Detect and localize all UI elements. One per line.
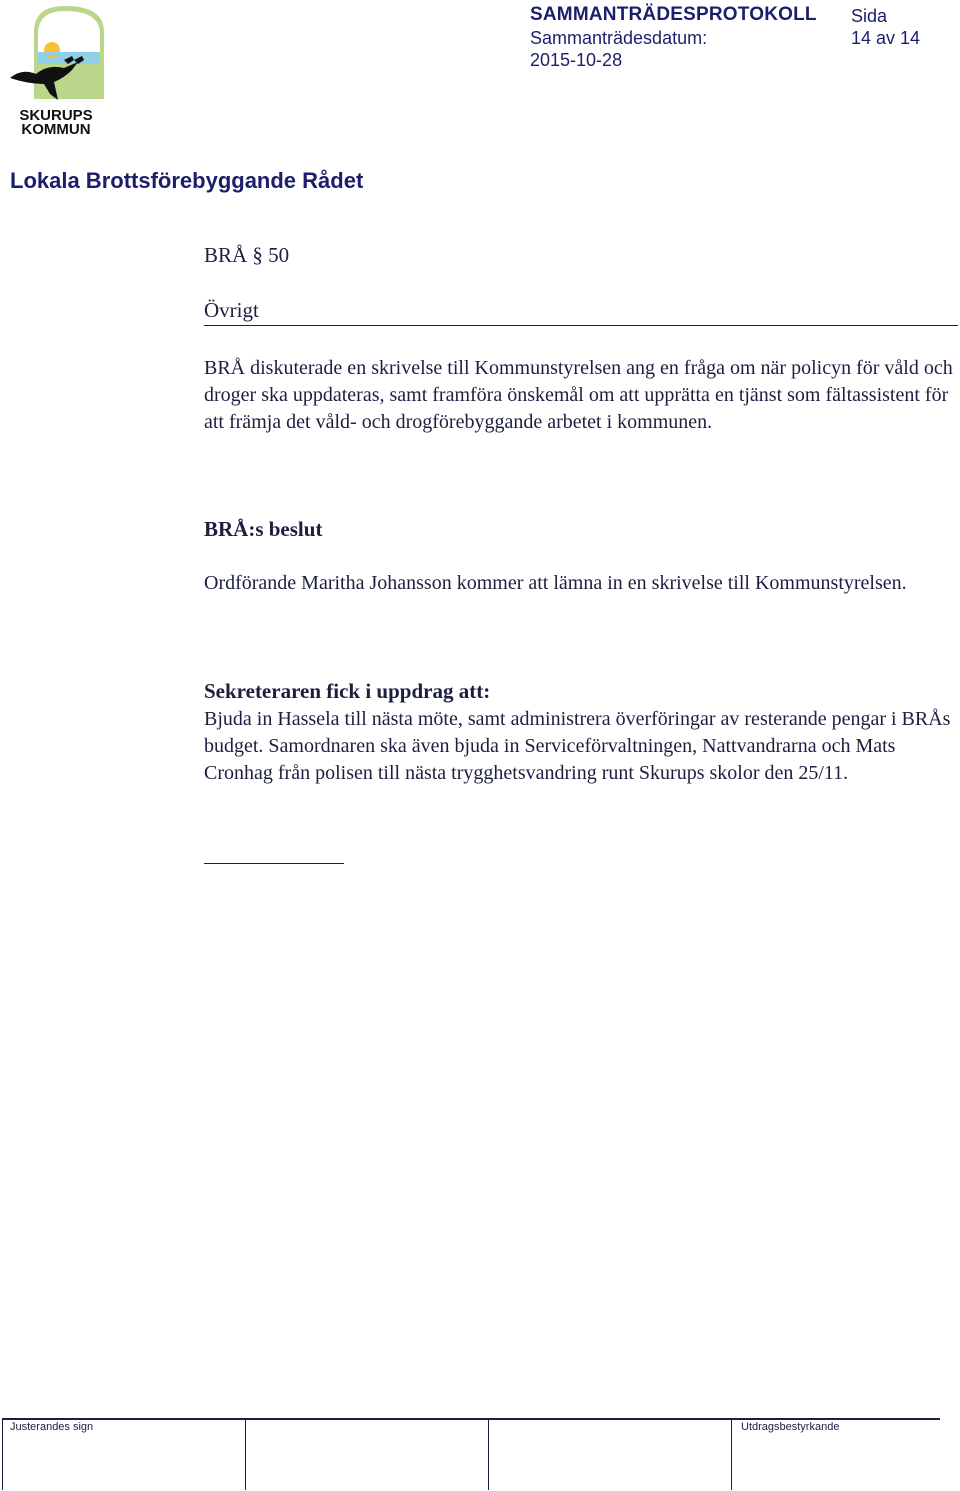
- assignment-heading: Sekreteraren fick i uppdrag att:: [204, 679, 491, 703]
- meeting-date-label: Sammanträdesdatum:: [530, 28, 708, 48]
- logo-text-line2: KOMMUN: [21, 121, 91, 136]
- footer-divider: [488, 1418, 489, 1490]
- section-divider: [204, 325, 958, 326]
- protocol-title: SAMMANTRÄDESPROTOKOLL: [530, 4, 817, 25]
- logo-emblem-icon: [8, 4, 110, 136]
- closing-rule: [204, 863, 344, 864]
- page-label: Sida: [851, 6, 888, 26]
- meeting-date: 2015-10-28: [530, 50, 623, 70]
- paragraph-id: BRÅ § 50: [204, 243, 290, 267]
- body-title: Lokala Brottsförebyggande Rådet: [10, 168, 364, 193]
- skurups-kommun-logo: [8, 4, 110, 136]
- footer-sign-label: Justerandes sign: [10, 1421, 94, 1433]
- footer-divider: [245, 1418, 246, 1490]
- footer-certification-label: Utdragsbestyrkande: [741, 1421, 840, 1433]
- footer-divider: [731, 1418, 732, 1490]
- decision-text: Ordförande Maritha Johansson kommer att lämna in en skrivelse till Kommunstyrelsen.: [204, 572, 907, 594]
- section-title: Övrigt: [204, 298, 259, 322]
- section-body-text: BRÅ diskuterade en skrivelse till Kommunstyrelsen ang en fråga om när policyn för våld och droger ska uppdateras, samt framföra önskemål om att upprätta en tjänst som fältassistent för att främja det våld- och drogförebyggande arbetet i kommunen.: [204, 357, 953, 433]
- logo-text-line1: SKURUPS: [19, 107, 93, 124]
- page-number: 14 av 14: [851, 28, 921, 48]
- decision-heading: BRÅ:s beslut: [204, 517, 323, 541]
- assignment-text: Bjuda in Hassela till nästa möte, samt administrera överföringar av resterande pengar i BRÅs budget. Samordnaren ska även bjuda in Serviceförvaltningen, Nattvandrarna och Mats Cronhag från polisen till nästa trygghetsvandring runt Skurups skolor den 25/11.: [204, 708, 951, 784]
